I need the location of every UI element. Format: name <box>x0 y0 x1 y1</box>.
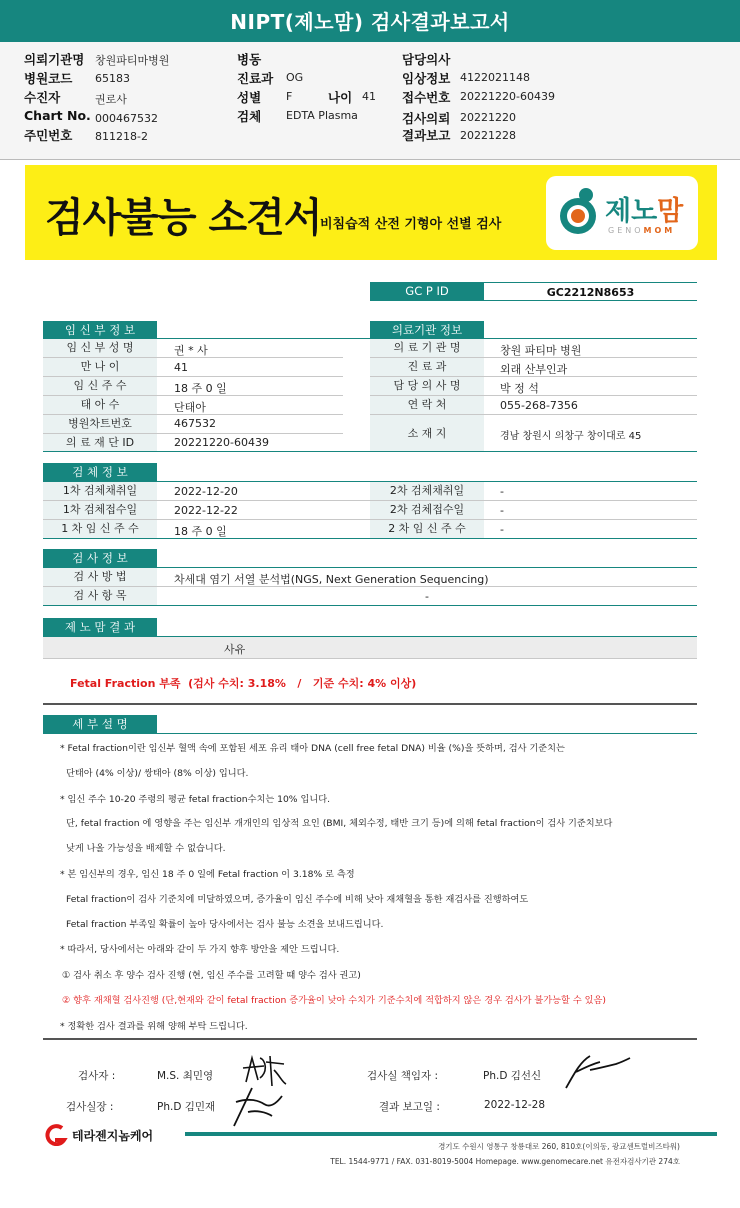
genomom-logo-subtext: GENOMOM <box>608 226 676 235</box>
header-value: 41 <box>362 90 376 103</box>
examiner-label: 검사자 : <box>78 1070 116 1082</box>
director-label: 검사실장 : <box>66 1101 114 1113</box>
detail-line: Fetal fraction이 검사 기준치에 미달하였으며, 증가율이 임신 주수에 비해 낮아 재채혈을 통한 재검사를 진행하여도 <box>66 894 529 905</box>
header-label: 병동 <box>237 52 262 67</box>
divider <box>43 451 697 452</box>
institution-value: 경남 창원시 의창구 창이대로 45 <box>500 431 642 442</box>
header-label: 임상정보 <box>402 71 451 86</box>
detail-line-highlight: ② 향후 재채혈 검사진행 (단,현재와 같이 fetal fraction 증가율이 낮아 수치가 기준수치에 적합하지 않은 경우 검사가 불가능할 수 있음) <box>62 995 606 1006</box>
mother-value: 18 주 0 일 <box>174 382 227 395</box>
header-value: 20221220 <box>460 111 516 124</box>
institution-label: 의 료 기 관 명 <box>370 339 484 357</box>
header-value: 20221228 <box>460 129 516 142</box>
mother-label: 의 료 재 단 ID <box>43 434 157 452</box>
header-value: 창원파티마병원 <box>95 54 170 67</box>
detail-line: * 정확한 검사 결과를 위해 양해 부탁 드립니다. <box>60 1021 248 1032</box>
header-label: Chart No. <box>24 108 91 123</box>
header-value: 4122021148 <box>460 71 530 84</box>
header-label: 검체 <box>237 109 262 124</box>
detail-line: 단, fetal fraction 에 영향을 주는 임신부 개개인의 임상적 요인 (BMI, 체외수정, 태반 크기 등)에 의해 fetal fraction이 검사 기준치보다 <box>66 818 613 829</box>
header-value: F <box>286 90 293 103</box>
lab-head-name: Ph.D 김선신 <box>483 1070 542 1082</box>
director-signature <box>228 1082 288 1130</box>
mother-value: 20221220-60439 <box>174 436 269 449</box>
header-label: 결과보고 <box>402 128 451 143</box>
detail-line: * Fetal fraction이란 임신부 혈액 속에 포함된 세포 유리 태아 DNA (cell free fetal DNA) 비율 (%)을 뜻하며, 검사 기준치는 <box>60 743 565 754</box>
mother-section-title: 임 신 부 정 보 <box>43 321 157 339</box>
divider <box>43 1038 697 1040</box>
test-section-title: 검 사 정 보 <box>43 549 157 567</box>
specimen-label: 2 차 임 신 주 수 <box>370 520 484 538</box>
mother-value: 41 <box>174 361 188 374</box>
notice-title: 검사불능 소견서 <box>45 195 322 241</box>
header-label: 의뢰기관명 <box>24 52 85 67</box>
test-method-value: 차세대 염기 서열 분석법(NGS, Next Generation Sequencing) <box>174 573 489 586</box>
institution-value: 박 정 석 <box>500 382 539 395</box>
test-method-label: 검 사 방 법 <box>43 568 157 586</box>
divider <box>43 538 697 539</box>
specimen-value: 2022-12-22 <box>174 504 238 517</box>
report-date-value: 2022-12-28 <box>484 1099 546 1111</box>
header-label: 접수번호 <box>402 90 451 105</box>
header-label: 병원코드 <box>24 71 73 86</box>
notice-subtitle: 비침습적 산전 기형아 선별 검사 <box>320 217 502 232</box>
result-reason-header: 사유 <box>224 643 246 656</box>
institution-label: 담 당 의 사 명 <box>370 377 484 395</box>
mother-label: 임 신 부 성 명 <box>43 339 157 357</box>
header-label: 성별 <box>237 90 262 105</box>
mother-value: 467532 <box>174 417 216 430</box>
divider <box>43 605 697 606</box>
header-value: 권로사 <box>95 93 127 106</box>
header-label: 담당의사 <box>402 52 451 67</box>
footer-address: 경기도 수원시 영통구 창룡대로 260, 810호(이의동, 광교센트럴비즈타워) <box>438 1142 680 1151</box>
mother-label: 임 신 주 수 <box>43 377 157 395</box>
lab-head-signature <box>560 1050 632 1092</box>
detail-line: * 임신 주수 10-20 주령의 평균 fetal fraction수치는 10% 입니다. <box>60 794 331 805</box>
specimen-value: 18 주 0 일 <box>174 525 227 538</box>
header-panel <box>0 42 740 160</box>
specimen-label: 1 차 임 신 주 수 <box>43 520 157 538</box>
footer-contact: TEL. 1544-9771 / FAX. 031-8019-5004 Homepage. www.genomecare.net 유전자검사기관 274호 <box>330 1157 680 1166</box>
header-label: 진료과 <box>237 71 274 86</box>
company-name: 테라젠지놈케어 <box>72 1129 154 1143</box>
specimen-value: - <box>500 485 504 498</box>
header-value: 811218-2 <box>95 130 148 143</box>
header-label: 검사의뢰 <box>402 111 451 126</box>
result-reason: Fetal Fraction 부족 (검사 수치: 3.18% / 기준 수치: 4% 이상) <box>70 677 417 690</box>
header-label: 주민번호 <box>24 128 73 143</box>
divider <box>43 658 697 659</box>
result-section-title: 제 노 맘 결 과 <box>43 618 157 636</box>
specimen-value: - <box>500 504 504 517</box>
director-name: Ph.D 김민재 <box>157 1101 216 1113</box>
institution-label: 진 료 과 <box>370 358 484 376</box>
detail-line: ① 검사 취소 후 양수 검사 진행 (현, 임신 주수를 고려할 때 양수 검사 권고) <box>62 970 361 981</box>
footer-bar <box>185 1132 717 1136</box>
detail-line: 단태아 (4% 이상)/ 쌍태아 (8% 이상) 입니다. <box>66 768 249 779</box>
mother-value: 권 * 사 <box>174 344 208 357</box>
specimen-label: 2차 검체채취일 <box>370 482 484 500</box>
mother-value: 단태아 <box>174 401 206 414</box>
mother-label: 태 아 수 <box>43 396 157 414</box>
institution-table <box>370 339 697 451</box>
report-title: NIPT(제노맘) 검사결과보고서 <box>0 0 740 42</box>
specimen-section-title: 검 체 정 보 <box>43 463 157 481</box>
result-reason-header-bg <box>43 637 697 658</box>
mother-label: 만 나 이 <box>43 358 157 376</box>
detail-line: Fetal fraction 부족일 확률이 높아 당사에서는 검사 불능 소견을 보내드립니다. <box>66 919 384 930</box>
specimen-label: 1차 검체채취일 <box>43 482 157 500</box>
lab-head-label: 검사실 책임자 : <box>367 1070 439 1082</box>
institution-value: 외래 산부인과 <box>500 363 568 376</box>
divider <box>43 733 697 734</box>
test-item-label: 검 사 항 목 <box>43 587 157 605</box>
mother-table <box>43 339 343 451</box>
detail-line: * 따라서, 당사에서는 아래와 같이 두 가지 향후 방안을 제안 드립니다. <box>60 944 340 955</box>
specimen-label: 2차 검체접수일 <box>370 501 484 519</box>
genomom-logo-icon <box>556 186 600 236</box>
details-section-title: 세 부 설 명 <box>43 715 157 733</box>
institution-value: 창원 파티마 병원 <box>500 344 582 357</box>
test-item-value: - <box>425 590 429 603</box>
gcpid-label: GC P ID <box>370 282 484 301</box>
genomom-logo-text: 제노맘 <box>605 196 684 227</box>
report-date-label: 결과 보고일 : <box>379 1101 440 1113</box>
company-logo-icon <box>42 1124 68 1146</box>
detail-line: * 본 임신부의 경우, 임신 18 주 0 일에 Fetal fraction 이 3.18% 로 측정 <box>60 869 355 880</box>
header-value: OG <box>286 71 304 84</box>
divider <box>43 703 697 705</box>
examiner-name: M.S. 최민영 <box>157 1070 214 1082</box>
specimen-value: - <box>500 523 504 536</box>
header-value: 65183 <box>95 72 130 85</box>
specimen-label: 1차 검체접수일 <box>43 501 157 519</box>
header-value: 20221220-60439 <box>460 90 555 103</box>
institution-section-title: 의료기관 정보 <box>370 321 484 339</box>
institution-label: 연 락 처 <box>370 396 484 414</box>
specimen-value: 2022-12-20 <box>174 485 238 498</box>
institution-value: 055-268-7356 <box>500 399 578 412</box>
institution-label: 소 재 지 <box>370 415 484 452</box>
gcpid-value: GC2212N8653 <box>484 282 697 301</box>
header-value: 000467532 <box>95 112 158 125</box>
header-label: 나이 <box>328 90 353 105</box>
mother-label: 병원차트번호 <box>43 415 157 433</box>
detail-line: 낮게 나올 가능성을 배제할 수 없습니다. <box>66 843 226 854</box>
header-value: EDTA Plasma <box>286 109 358 122</box>
header-label: 수진자 <box>24 90 61 105</box>
